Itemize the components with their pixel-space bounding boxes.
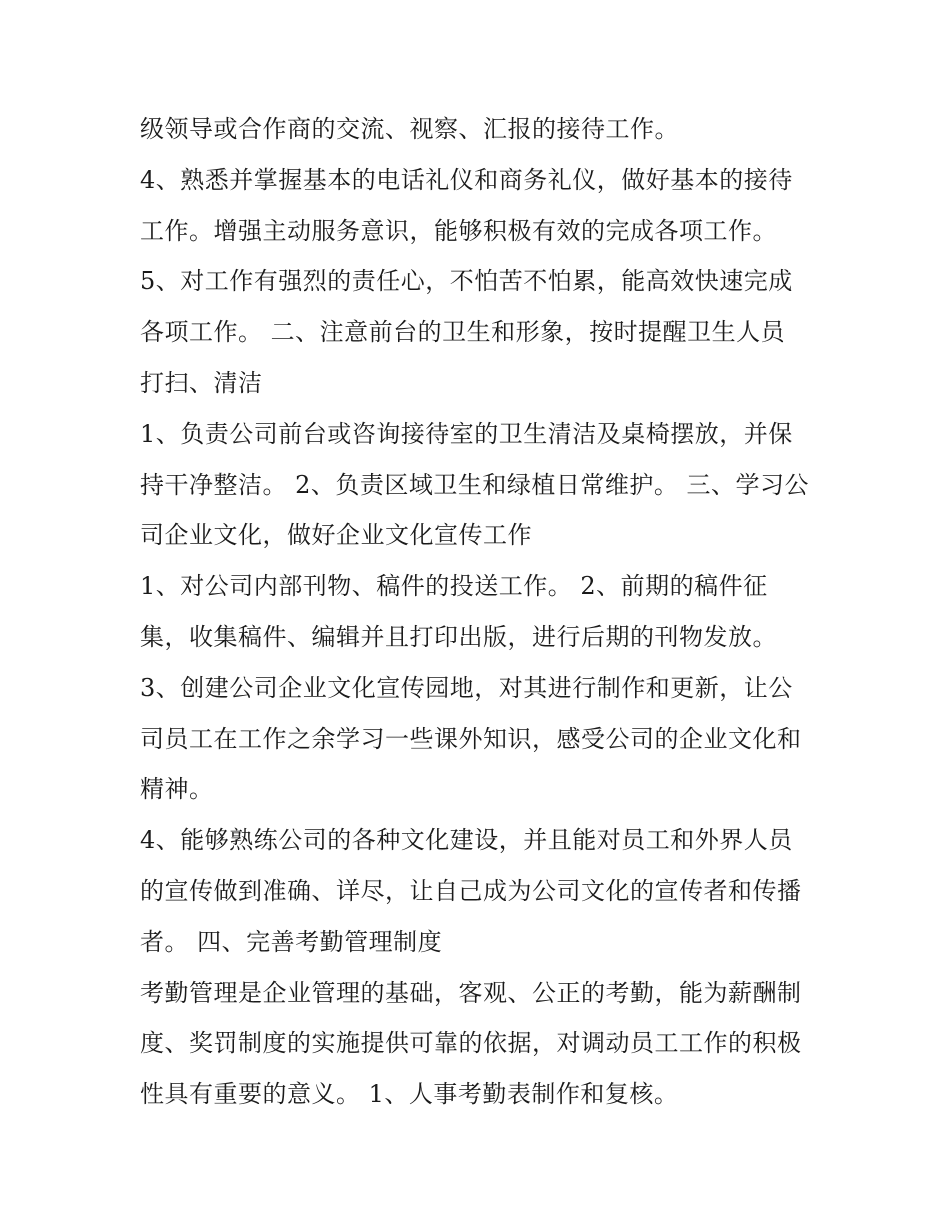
text-line: 考勤管理是企业管理的基础，客观、公正的考勤，能为薪酬制 — [140, 978, 802, 1007]
text-line: 5、对工作有强烈的责任心，不怕苦不怕累，能高效快速完成 — [140, 267, 793, 296]
text-line: 的宣传做到准确、详尽，让自己成为公司文化的宣传者和传播 — [140, 876, 802, 905]
text-line: 1、对公司内部刊物、稿件的投送工作。 2、前期的稿件征 — [140, 572, 768, 601]
text-line: 级领导或合作商的交流、视察、汇报的接待工作。 — [140, 115, 679, 143]
text-line: 3、创建公司企业文化宣传园地，对其进行制作和更新，让公 — [140, 673, 793, 702]
text-line: 4、能够熟练公司的各种文化建设，并且能对员工和外界人员 — [140, 826, 793, 855]
text-line: 司企业文化，做好企业文化宣传工作 — [140, 521, 532, 550]
document-body — [140, 104, 830, 1120]
text-line: 1、负责公司前台或咨询接待室的卫生清洁及桌椅摆放，并保 — [140, 419, 793, 448]
text-line: 各项工作。 二、注意前台的卫生和形象，按时提醒卫生人员 — [140, 318, 786, 347]
text-line: 性具有重要的意义。 1、人事考勤表制作和复核。 — [140, 1080, 679, 1109]
text-line: 者。 四、完善考勤管理制度 — [140, 927, 443, 956]
text-line: 集，收集稿件、编辑并且打印出版，进行后期的刊物发放。 — [140, 622, 777, 651]
text-line: 工作。增强主动服务意识，能够积极有效的完成各项工作。 — [140, 216, 777, 245]
text-line: 司员工在工作之余学习一些课外知识，感受公司的企业文化和 — [140, 724, 802, 753]
text-line: 精神。 — [140, 775, 214, 804]
text-line: 持干净整洁。 2、负责区域卫生和绿植日常维护。 三、学习公 — [140, 470, 810, 499]
text-line: 4、熟悉并掌握基本的电话礼仪和商务礼仪，做好基本的接待 — [140, 165, 793, 194]
text-line: 打扫、清洁 — [140, 368, 263, 397]
text-line: 度、奖罚制度的实施提供可靠的依据，对调动员工工作的积极 — [140, 1029, 802, 1058]
